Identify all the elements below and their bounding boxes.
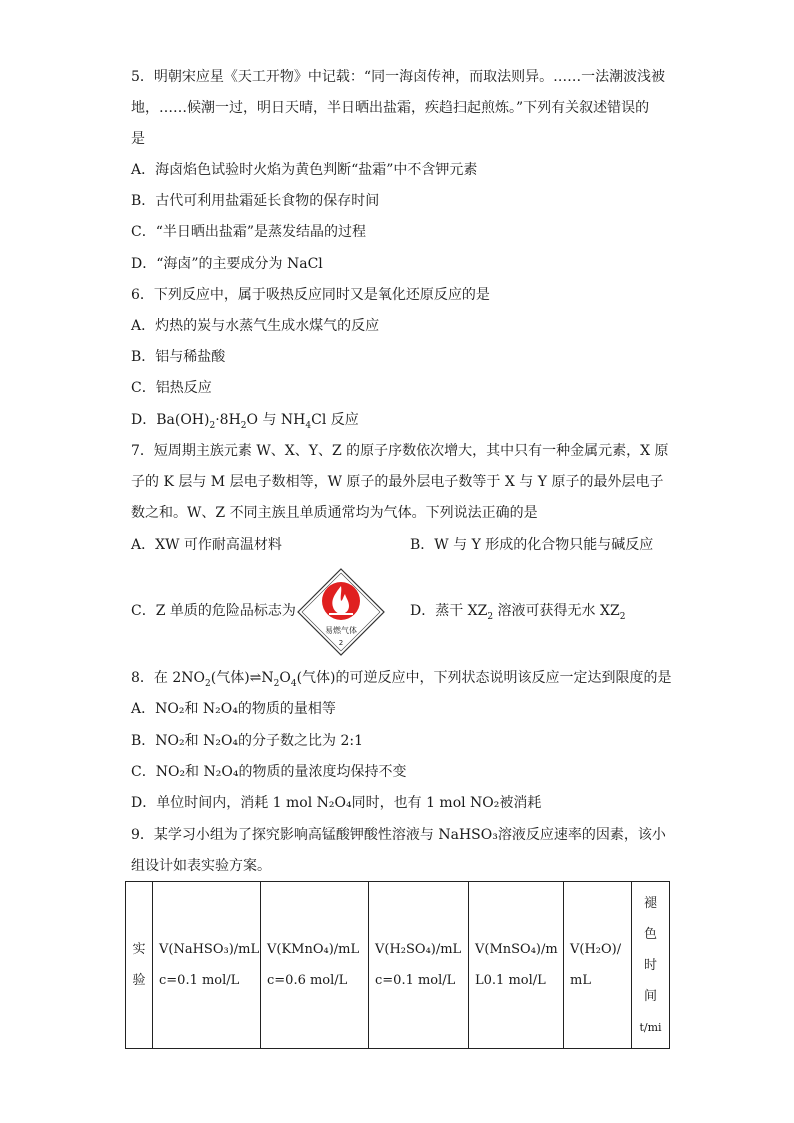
q9-stem-line1: 9．某学习小组为了探究影响高锰酸钾酸性溶液与 NaHSO₃溶液反应速率的因素，该小: [131, 827, 666, 843]
q8-option-c: C．NO₂和 N₂O₄的物质的量浓度均保持不变: [131, 764, 407, 780]
q6-stem: 6．下列反应中，属于吸热反应同时又是氧化还原反应的是: [131, 287, 490, 303]
q5-option-d: D．“海卤”的主要成分为 NaCl: [131, 256, 323, 272]
header-v-nahso3: V(NaHSO₃)/mL c=0.1 mol/L: [153, 882, 261, 1049]
q5-stem-line2: 地，……候潮一过，明日天晴，半日晒出盐霜，疾趋扫起煎炼。”下列有关叙述错误的: [131, 100, 650, 116]
q7-stem-line3: 数之和。W、Z 不同主族且单质通常均为气体。下列说法正确的是: [131, 505, 538, 521]
header-v-mnso4: V(MnSO₄)/m L0.1 mol/L: [469, 882, 564, 1049]
q5-option-b: B．古代可利用盐霜延长食物的保存时间: [131, 193, 380, 209]
q6-option-c: C．铝热反应: [131, 380, 212, 396]
q9-stem-line2: 组设计如表实验方案。: [131, 858, 271, 874]
q5-stem-line1: 5．明朝宋应星《天工开物》中记载：“同一海卤传神，而取法则异。……一法潮波浅被: [131, 69, 666, 85]
hazard-class-number: 2: [338, 639, 344, 647]
q8-option-d: D．单位时间内，消耗 1 mol N₂O₄同时，也有 1 mol NO₂被消耗: [131, 795, 542, 811]
q7-stem-line1: 7．短周期主族元素 W、X、Y、Z 的原子序数依次增大，其中只有一种金属元素，X 原: [131, 443, 669, 459]
header-v-h2so4: V(H₂SO₄)/mL c=0.1 mol/L: [369, 882, 469, 1049]
hazard-label: 易燃气体: [325, 626, 357, 635]
q6-option-b: B．铝与稀盐酸: [131, 349, 226, 365]
q8-stem: 8．在 $2NO_2$(气体)$\rightleftharpoons N_2O_4$(气体)的可逆反应中，下列状态说明该反应一定达到限度的是: [131, 670, 672, 689]
q7-option-d: D．蒸干 $XZ_2$ 溶液可获得无水 $XZ_2$: [410, 603, 626, 622]
table-header-row: [126, 882, 670, 1049]
experiment-table: [125, 881, 670, 1049]
q7-option-b: B．W 与 Y 形成的化合物只能与碱反应: [410, 537, 654, 553]
q7-option-a: A．XW 可作耐高温材料: [131, 537, 282, 553]
header-experiment: 实 验: [126, 882, 153, 1049]
q8-option-a: A．NO₂和 N₂O₄的物质的量相等: [131, 701, 336, 717]
q7-option-c: C．Z 单质的危险品标志为: [131, 603, 296, 619]
q5-stem-line3: 是: [131, 131, 145, 147]
header-fade-time: 褪 色 时 间 t/mi: [632, 882, 670, 1049]
flammable-gas-hazard-icon: [296, 567, 386, 657]
q8-option-b: B．NO₂和 N₂O₄的分子数之比为 2:1: [131, 733, 364, 749]
q7-stem-line2: 子的 K 层与 M 层电子数相等，W 原子的最外层电子数等于 X 与 Y 原子的最外层电子: [131, 474, 664, 490]
header-v-h2o: V(H₂O)/ mL: [564, 882, 632, 1049]
q5-option-a: A．海卤焰色试验时火焰为黄色判断“盐霜”中不含钾元素: [131, 162, 478, 178]
header-v-kmno4: V(KMnO₄)/mL c=0.6 mol/L: [261, 882, 369, 1049]
q5-option-c: C．“半日晒出盐霜”是蒸发结晶的过程: [131, 224, 367, 240]
q6-option-a: A．灼热的炭与水蒸气生成水煤气的反应: [131, 318, 380, 334]
q6-option-d: D．$Ba(OH)_2\cdot 8H_2O$ 与 $NH_4Cl$ 反应: [131, 412, 359, 431]
